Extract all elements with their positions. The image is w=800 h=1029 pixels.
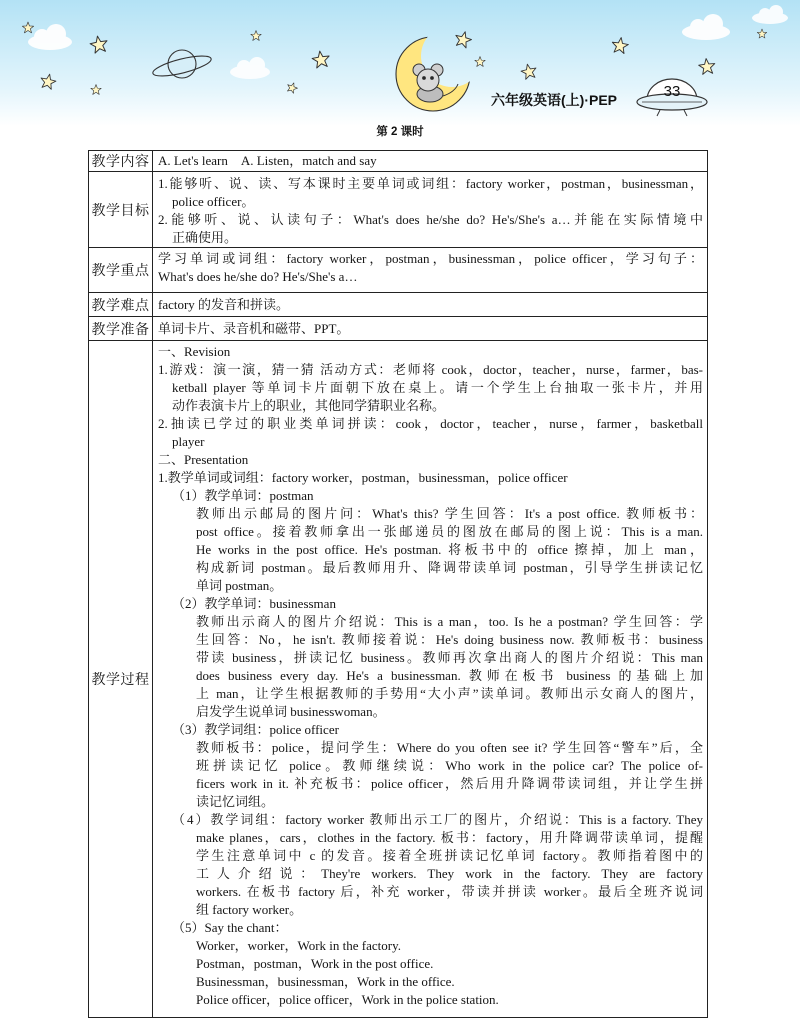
text-line: 动作表演卡片上的职业，其他同学猜职业名称。 <box>172 398 446 413</box>
text-line: 生回答：No，he isn't. 教师接着说：He's doing business now. 教师板书：business <box>196 632 703 647</box>
row-label: 教学目标 <box>89 172 153 247</box>
row-content <box>89 151 707 172</box>
text-line: 班拼读记忆 police。教师继续说：Who work in the police car? The police of- <box>196 758 703 773</box>
text-line: does business every day. He's a businessman. 教师在板书 business 的基础上加 <box>196 668 703 683</box>
key-points-content <box>153 248 707 292</box>
row-text: A. Let's learn A. Listen，match and say <box>158 153 377 168</box>
revision-heading: 一、Revision <box>158 344 231 359</box>
text-line: 读记忆词组。 <box>196 794 275 809</box>
chant-line: Worker，worker，Work in the factory. <box>196 938 401 953</box>
text-line: 1.教学单词或词组：factory worker，postman，businessman，police officer <box>158 470 568 485</box>
text-line: 带读 business，拼读记忆 business。教师再次拿出商人的图片介绍说：This man <box>196 650 703 665</box>
lesson-title: 第 2 课时 <box>376 126 424 138</box>
step-title: （2）教学单词：businessman <box>172 596 336 611</box>
text-line: player <box>172 434 205 449</box>
text-line: 学习单词或词组：factory worker，postman，businessman，police officer，学习句子： <box>158 251 703 266</box>
text-line: 1.游戏：演一演，猜一猜 活动方式：老师将 cook，doctor，teacher，nurse，farmer，bas- <box>158 362 703 377</box>
page-number: 33 <box>663 83 681 100</box>
text-line: 2.抽读已学过的职业类单词拼读：cook，doctor，teacher，nurse，farmer，basketball <box>158 416 703 431</box>
row-process <box>89 341 707 1017</box>
text-line: workers. 在板书 factory 后，补充 worker，带读并拼读 worker。最后全班齐说词 <box>196 884 703 899</box>
book-title: 六年级英语(上)·PEP <box>491 92 617 108</box>
text-line: post office。接着教师拿出一张邮递员的图放在邮局的图上说：This is a man. <box>196 524 703 539</box>
step-title: （3）教学词组：police officer <box>172 722 339 737</box>
text-line: make planes，cars，clothes in the factory. 板书：factory，用升降调带读单词，提醒 <box>196 830 703 845</box>
text-line: 工人介绍说：They're workers. They work in the factory. They are factory <box>196 866 703 881</box>
process-content <box>153 341 707 1017</box>
row-label: 教学难点 <box>89 293 153 316</box>
text-line: 启发学生说单词 businesswoman。 <box>196 704 386 719</box>
row-text: factory 的发音和拼读。 <box>158 297 290 312</box>
lesson-plan-table <box>88 150 708 1018</box>
presentation-heading: 二、Presentation <box>158 452 249 467</box>
row-label: 教学准备 <box>89 317 153 340</box>
step-title: （4）教学词组：factory worker 教师出示工厂的图片，介绍说：This is a factory. They <box>172 812 703 827</box>
text-line: 1.能够听、说、读、写本课时主要单词或词组：factory worker，postman，businessman， <box>158 176 703 191</box>
step-title: （1）教学单词：postman <box>172 488 314 503</box>
row-difficulties <box>89 293 707 317</box>
row-label: 教学重点 <box>89 248 153 292</box>
row-label: 教学过程 <box>89 341 153 1017</box>
text-line: ficers work in it. 补充板书：police officer，然后用升降调带读词组，并让学生拼 <box>196 776 703 791</box>
header-illustration <box>0 0 800 126</box>
row-text: 单词卡片、录音机和磁带、PPT。 <box>158 321 350 336</box>
chant-line: Police officer，police officer，Work in the police station. <box>196 992 499 1007</box>
text-line: 2.能够听、说、认读句子：What's does he/she do? He's/She's a…并能在实际情境中 <box>158 212 703 227</box>
text-line: police officer。 <box>172 194 255 209</box>
step-title: （5）Say the chant： <box>172 920 288 935</box>
row-preparation <box>89 317 707 341</box>
objectives-content <box>153 172 707 247</box>
row-label: 教学内容 <box>89 151 153 171</box>
chant-line: Businessman，businessman，Work in the office. <box>196 974 455 989</box>
row-key-points <box>89 248 707 293</box>
text-line: What's does he/she do? He's/She's a… <box>158 269 358 284</box>
text-line: 组 factory worker。 <box>196 902 303 917</box>
text-line: He works in the post office. He's postman. 将板书中的 office 擦掉，加上 man， <box>196 542 703 557</box>
text-line: 学生注意单词中 c 的发音。接着全班拼读记忆单词 factory。教师指着图中的 <box>196 848 703 863</box>
text-line: 上 man，让学生根据教师的手势用“大小声”读单词。教师出示女商人的图片， <box>196 686 703 701</box>
text-line: 构成新词 postman。最后教师用升、降调带读单词 postman，引导学生拼读记忆 <box>196 560 703 575</box>
text-line: 正确使用。 <box>172 230 238 245</box>
chant-line: Postman，postman，Work in the post office. <box>196 956 434 971</box>
row-objectives <box>89 172 707 248</box>
text-line: 单词 postman。 <box>196 578 283 593</box>
text-line: 教师出示邮局的图片问：What's this? 学生回答：It's a post office. 教师板书： <box>196 506 703 521</box>
text-line: ketball player 等单词卡片面朝下放在桌上。请一个学生上台抽取一张卡片，并用 <box>172 380 703 395</box>
text-line: 教师板书：police，提问学生：Where do you often see it? 学生回答“警车”后，全 <box>196 740 703 755</box>
text-line: 教师出示商人的图片介绍说：This is a man，too. Is he a postman? 学生回答：学 <box>196 614 703 629</box>
